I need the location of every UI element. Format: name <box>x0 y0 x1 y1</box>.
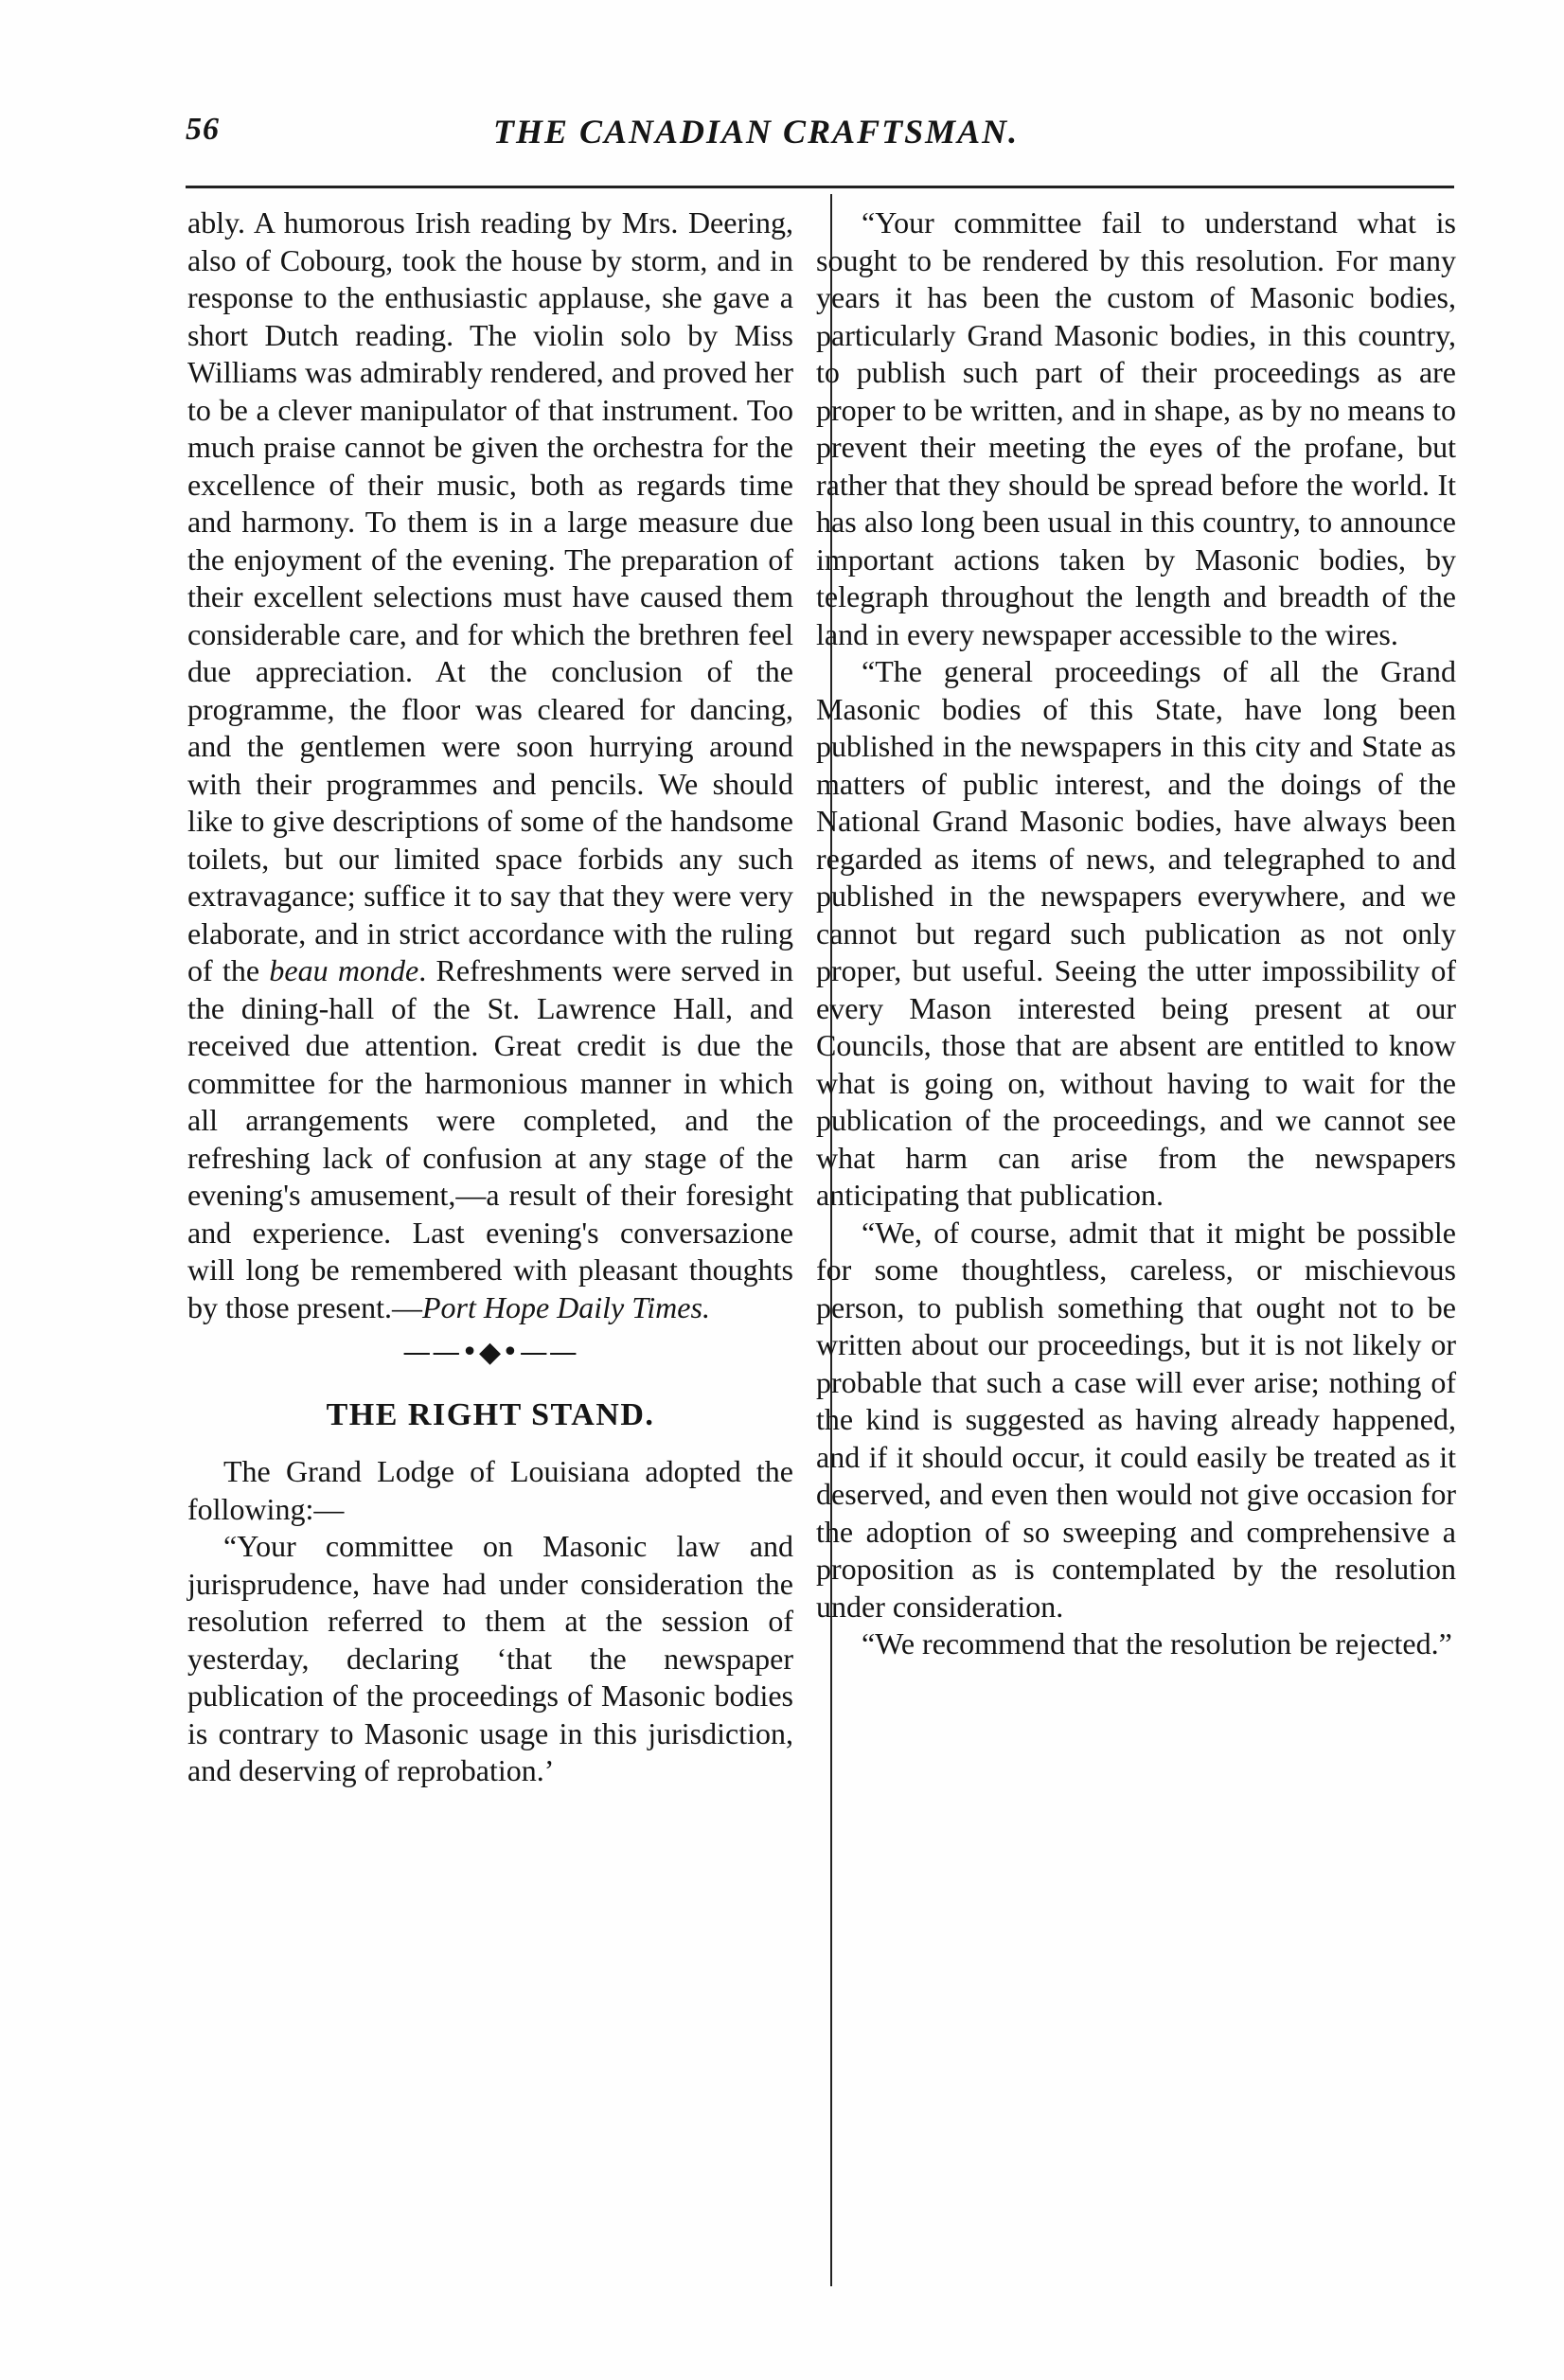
section-ornament: ——•◆•—— <box>402 1336 578 1369</box>
beau-monde-phrase: beau monde <box>269 953 419 987</box>
section-heading: THE RIGHT STAND. <box>326 1396 655 1432</box>
right-paragraph-4: “We recommend that the resolution be rejected.” <box>862 1626 1452 1661</box>
header-rule <box>186 186 1454 188</box>
left-paragraph-3: “Your committee on Masonic law and jurisprudence, have had under consideration the resolution referred to them at the session of yesterday, declaring ‘that the newspaper publication of the proceedings of Masonic bodies is contrary to Masonic usage in this jurisdiction, and deserving of reprobation.’ <box>187 1529 793 1787</box>
source-attribution: Port Hope Daily Times. <box>421 1289 710 1324</box>
left-paragraph-1 <box>187 204 793 1326</box>
page-number: 56 <box>186 112 220 147</box>
right-paragraph-2: “The general proceedings of all the Grand Masonic bodies of this State, have long been published in the newspapers in this city and State as matters of public interest, and the doings of the National Grand Masonic bodies, have always been regarded as items of news, and telegraphed to and published in the newspapers everywhere, and we cannot but regard such publication as not only proper, but useful. Seeing the utter impossibility of every Mason interested being present at our Councils, those that are absent are entitled to know what is going on, without having to wait for the publication of the proceedings, and we cannot see what harm can arise from the newspapers anticipating that publication. <box>816 654 1456 1212</box>
right-paragraph-3: “We, of course, admit that it might be possible for some thoughtless, careless, or mischievous person, to publish something that ought not to be written about our proceedings, but it is not likely or probable that such a case will ever arise; nothing of the kind is suggested as having already happened, and if it should occur, it could easily be treated as it deserved, and even then would not give occasion for the adoption of so sweeping and comprehensive a proposition as is contemplated by the resolution under consideration. <box>816 1215 1456 1624</box>
left-paragraph-1-part-1: ably. A humorous Irish reading by Mrs. Deering, also of Cobourg, took the house by storm, and in response to the enthusiastic applause, she gave a short Dutch reading. The violin solo by Miss Williams was admirably rendered, and proved her to be a clever manipulator of that instrument. Too much praise cannot be given the orchestra for the excellence of their music, both as regards time and harmony. To them is in a large measure due the enjoyment of the evening. The preparation of their excellent selections must have caused them considerable care, and for which the brethren feel due appreciation. At the conclusion of the programme, the floor was cleared for dancing, and the gentlemen were soon hurrying around with their programmes and pencils. We should like to give descriptions of some of the handsome toilets, but our limited space forbids any such extravagance; suffice it to say that they were very elaborate, and in strict accordance with the ruling of the <box>187 205 793 987</box>
left-column <box>187 204 793 1790</box>
running-title: THE CANADIAN CRAFTSMAN. <box>493 113 1020 151</box>
left-paragraph-2: The Grand Lodge of Louisiana adopted the following:— <box>187 1454 793 1526</box>
right-column <box>816 204 1456 1663</box>
right-paragraph-1: “Your committee fail to understand what is sought to be rendered by this resolution. For many years it has been the custom of Masonic bodies, particularly Grand Masonic bodies, in this country, to publish such part of their proceedings as are proper to be written, and in shape, as by no means to prevent their meeting the eyes of the profane, but rather that they should be spread before the world. It has also long been usual in this country, to announce important actions taken by Masonic bodies, by telegraph throughout the length and breadth of the land in every newspaper accessible to the wires. <box>816 205 1456 651</box>
left-paragraph-1-part-2: . Refreshments were served in the dining-hall of the St. Lawrence Hall, and received due attention. Great credit is due the committee for the harmonious manner in which all arrangements were completed, and the refreshing lack of confusion at any stage of the evening's amusement,—a result of their foresight and experience. Last evening's conversazione will long be remembered with pleasant thoughts by those present.— <box>187 953 794 1324</box>
page-header <box>186 112 1454 169</box>
